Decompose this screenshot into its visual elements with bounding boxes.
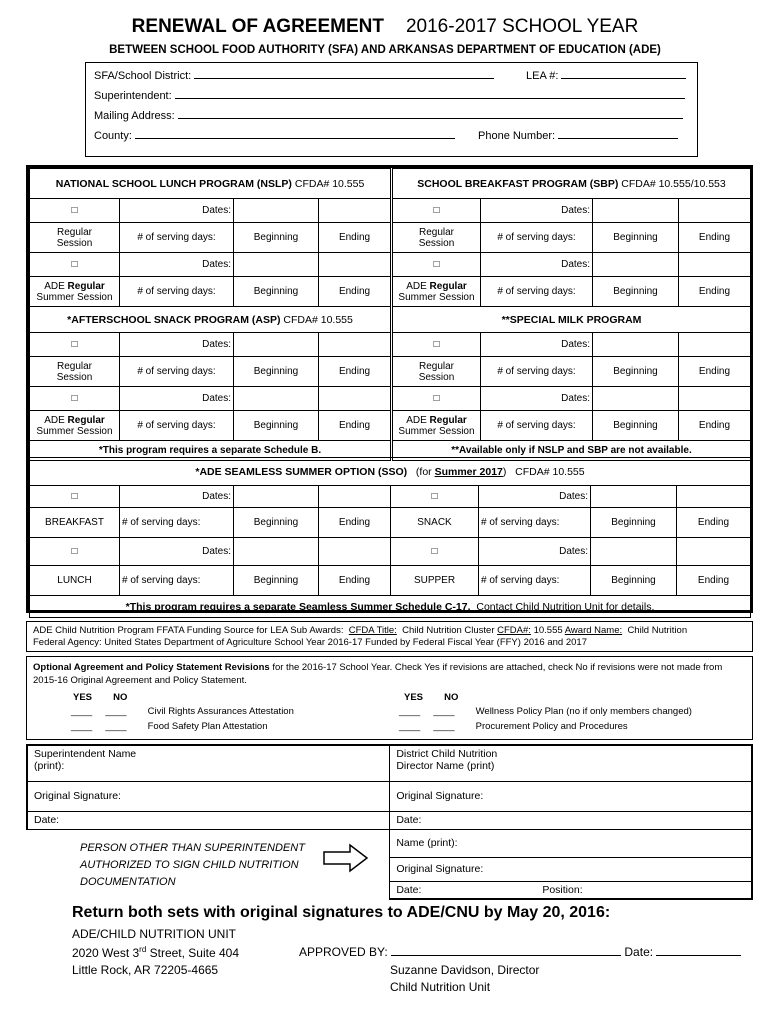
wellness-label: Wellness Policy Plan (no if only members changed) <box>475 706 692 717</box>
asp-regular-dates-end[interactable] <box>319 333 391 357</box>
food-safety-yes[interactable]: ____ <box>71 721 93 732</box>
nslp-summer-dates-label: Dates: <box>120 253 234 277</box>
title-main: RENEWAL OF AGREEMENT <box>131 16 384 37</box>
other-signature-field[interactable]: Original Signature: <box>390 857 752 881</box>
smp-regular-dates-end[interactable] <box>679 333 751 357</box>
asp-note: *This program requires a separate Schedule B. <box>30 441 391 461</box>
nslp-summer-checkbox[interactable]: □ <box>30 253 120 277</box>
sbp-summer-dates-end[interactable] <box>679 253 751 277</box>
smp-regular-days[interactable]: # of serving days: <box>481 357 593 387</box>
lea-field[interactable] <box>561 69 686 79</box>
sso-supper-checkbox[interactable]: □ <box>391 538 479 566</box>
sso-supper-dates-label: Dates: <box>479 538 591 566</box>
sso-breakfast-checkbox[interactable]: □ <box>30 486 120 508</box>
sbp-summer-label: ADE Regular Summer Session <box>393 277 481 307</box>
sbp-summer-ending[interactable]: Ending <box>679 277 751 307</box>
sso-lunch-dates-end[interactable] <box>319 538 391 566</box>
sso-snack-dates-end[interactable] <box>677 486 751 508</box>
sso-snack-beginning[interactable]: Beginning <box>591 508 677 538</box>
nslp-summer-dates-end[interactable] <box>319 253 391 277</box>
county-field[interactable] <box>135 129 455 139</box>
programs-box <box>26 165 753 613</box>
smp-summer-dates-label: Dates: <box>481 387 593 411</box>
sso-table <box>29 457 751 618</box>
sso-lunch-dates-start[interactable] <box>234 538 319 566</box>
mailing-label: Mailing Address: <box>94 110 175 122</box>
sbp-header: SCHOOL BREAKFAST PROGRAM (SBP) CFDA# 10.555/10.553 <box>393 169 751 199</box>
asp-summer-dates-start[interactable] <box>234 387 319 411</box>
other-name-field[interactable]: Name (print): <box>390 829 752 857</box>
sso-breakfast-label: BREAKFAST <box>30 508 120 538</box>
sso-lunch-ending[interactable]: Ending <box>319 566 391 596</box>
approved-date-label: Date: <box>624 945 654 959</box>
sbp-regular-dates-end[interactable] <box>679 199 751 223</box>
address-line-1: ADE/CHILD NUTRITION UNIT <box>72 927 237 941</box>
nslp-header: NATIONAL SCHOOL LUNCH PROGRAM (NSLP) CFDA# 10.555 <box>30 169 391 199</box>
sso-snack-days[interactable]: # of serving days: <box>479 508 591 538</box>
return-instructions: Return both sets with original signatures to ADE/CNU by May 20, 2016: <box>72 904 611 921</box>
wellness-no[interactable]: ____ <box>433 706 455 717</box>
title-year: 2016-2017 SCHOOL YEAR <box>405 16 639 37</box>
sso-supper-beginning[interactable]: Beginning <box>591 566 677 596</box>
sso-supper-ending[interactable]: Ending <box>677 566 751 596</box>
asp-summer-days[interactable]: # of serving days: <box>120 411 234 441</box>
sso-lunch-checkbox[interactable]: □ <box>30 538 120 566</box>
asp-regular-dates-label: Dates: <box>120 333 234 357</box>
nslp-regular-dates-label: Dates: <box>120 199 234 223</box>
supt-name-field[interactable]: Superintendent Name (print): <box>27 745 390 781</box>
nslp-asp-table <box>29 168 391 461</box>
nslp-regular-dates-start[interactable] <box>234 199 319 223</box>
sso-snack-dates-label: Dates: <box>479 486 591 508</box>
director-date-field[interactable]: Date: <box>390 811 752 829</box>
smp-regular-checkbox[interactable]: □ <box>393 333 481 357</box>
nslp-regular-days[interactable]: # of serving days: <box>120 223 234 253</box>
director-name: Suzanne Davidson, Director <box>390 963 540 977</box>
person-other-label: PERSON OTHER THAN SUPERINTENDENT AUTHORIZED TO SIGN CHILD NUTRITION DOCUMENTATION <box>80 842 305 888</box>
sbp-summer-dates-start[interactable] <box>593 253 679 277</box>
civil-rights-no[interactable]: ____ <box>105 706 127 717</box>
asp-regular-label: Regular Session <box>30 357 120 387</box>
wellness-row <box>399 705 692 718</box>
phone-label: Phone Number: <box>478 130 556 142</box>
asp-summer-checkbox[interactable]: □ <box>30 387 120 411</box>
sfa-info-box <box>85 62 698 157</box>
supt-signature-field[interactable]: Original Signature: <box>27 781 390 811</box>
phone-field[interactable] <box>558 129 678 139</box>
sso-supper-label: SUPPER <box>391 566 479 596</box>
superintendent-label: Superintendent: <box>94 90 172 102</box>
page-title <box>0 16 770 38</box>
sso-breakfast-days[interactable]: # of serving days: <box>120 508 234 538</box>
civil-rights-yes[interactable]: ____ <box>71 706 93 717</box>
nslp-regular-checkbox[interactable]: □ <box>30 199 120 223</box>
procurement-row <box>399 720 628 733</box>
ffata-line-2: Federal Agency: United States Department of Agriculture School Year 2016-17 Funded by Federal Fiscal Year (FFY) 2016 and 2017 <box>33 637 587 648</box>
ffata-line-1: ADE Child Nutrition Program FFATA Funding Source for LEA Sub Awards: CFDA Title: Child Nutrition Cluster CFDA#: 10.555 Award Name: Child Nutrition <box>33 625 688 636</box>
sso-lunch-label: LUNCH <box>30 566 120 596</box>
smp-summer-dates-start[interactable] <box>593 387 679 411</box>
district-label: SFA/School District: <box>94 70 192 82</box>
mailing-field[interactable] <box>178 109 683 119</box>
food-safety-row <box>71 720 268 733</box>
smp-summer-ending[interactable]: Ending <box>679 411 751 441</box>
sso-breakfast-dates-end[interactable] <box>319 486 391 508</box>
sbp-regular-beginning[interactable]: Beginning <box>593 223 679 253</box>
lea-label: LEA #: <box>526 70 559 82</box>
asp-summer-ending[interactable]: Ending <box>319 411 391 441</box>
approved-by-signature[interactable] <box>391 946 621 956</box>
procurement-label: Procurement Policy and Procedures <box>475 721 628 732</box>
smp-summer-checkbox[interactable]: □ <box>393 387 481 411</box>
asp-regular-dates-start[interactable] <box>234 333 319 357</box>
superintendent-field[interactable] <box>175 89 685 99</box>
sbp-summer-days[interactable]: # of serving days: <box>481 277 593 307</box>
sso-header: *ADE SEAMLESS SUMMER OPTION (SSO) (for Summer 2017) CFDA# 10.555 <box>30 458 751 486</box>
sso-breakfast-ending[interactable]: Ending <box>319 508 391 538</box>
asp-regular-days[interactable]: # of serving days: <box>120 357 234 387</box>
right-arrow-icon <box>322 842 370 879</box>
nslp-regular-dates-end[interactable] <box>319 199 391 223</box>
smp-summer-label: ADE Regular Summer Session <box>393 411 481 441</box>
sso-breakfast-beginning[interactable]: Beginning <box>234 508 319 538</box>
sbp-regular-label: Regular Session <box>393 223 481 253</box>
wellness-yes[interactable]: ____ <box>399 706 421 717</box>
sso-snack-label: SNACK <box>391 508 479 538</box>
sbp-summer-checkbox[interactable]: □ <box>393 253 481 277</box>
sso-lunch-dates-label: Dates: <box>120 538 234 566</box>
nslp-regular-beginning[interactable]: Beginning <box>234 223 319 253</box>
nslp-summer-beginning[interactable]: Beginning <box>234 277 319 307</box>
approved-by-label: APPROVED BY: <box>299 945 388 959</box>
approved-date-field[interactable] <box>656 946 741 956</box>
asp-regular-ending[interactable]: Ending <box>319 357 391 387</box>
nslp-summer-dates-start[interactable] <box>234 253 319 277</box>
optional-text: Optional Agreement and Policy Statement Revisions for the 2016-17 School Year. Check Yes if revisions are attached, check No if revisions were not made from 2015-16 Original Agreement and Policy Statement. <box>33 662 723 686</box>
asp-regular-checkbox[interactable]: □ <box>30 333 120 357</box>
director-signature-field[interactable]: Original Signature: <box>390 781 752 811</box>
sso-breakfast-dates-label: Dates: <box>120 486 234 508</box>
asp-regular-beginning[interactable]: Beginning <box>234 357 319 387</box>
sso-supper-days[interactable]: # of serving days: <box>479 566 591 596</box>
sbp-summer-dates-label: Dates: <box>481 253 593 277</box>
sso-lunch-beginning[interactable]: Beginning <box>234 566 319 596</box>
nslp-summer-days[interactable]: # of serving days: <box>120 277 234 307</box>
address-line-3: Little Rock, AR 72205-4665 <box>72 963 219 977</box>
sbp-regular-ending[interactable]: Ending <box>679 223 751 253</box>
sbp-regular-dates-label: Dates: <box>481 199 593 223</box>
supt-date-field[interactable]: Date: <box>27 811 390 829</box>
smp-regular-dates-start[interactable] <box>593 333 679 357</box>
sbp-regular-dates-start[interactable] <box>593 199 679 223</box>
smp-regular-ending[interactable]: Ending <box>679 357 751 387</box>
sso-note: *This program requires a separate Seamless Summer Schedule C-17. Contact Child Nutrition Unit for details. <box>30 596 751 618</box>
nslp-summer-ending[interactable]: Ending <box>319 277 391 307</box>
sso-snack-dates-start[interactable] <box>591 486 677 508</box>
page-subtitle: BETWEEN SCHOOL FOOD AUTHORITY (SFA) AND ARKANSAS DEPARTMENT OF EDUCATION (ADE) <box>109 44 661 56</box>
smp-summer-dates-end[interactable] <box>679 387 751 411</box>
civil-rights-row <box>71 705 294 718</box>
procurement-yes[interactable]: ____ <box>399 721 421 732</box>
sso-supper-dates-start[interactable] <box>591 538 677 566</box>
sso-snack-ending[interactable]: Ending <box>677 508 751 538</box>
smp-note: **Available only if NSLP and SBP are not available. <box>393 441 751 461</box>
director-name-field[interactable]: District Child Nutrition Director Name (print) <box>390 745 752 781</box>
district-field[interactable] <box>194 69 494 79</box>
sbp-smp-table <box>392 168 751 461</box>
other-date-position-field[interactable]: Date: Position: <box>390 881 752 899</box>
asp-summer-beginning[interactable]: Beginning <box>234 411 319 441</box>
ffata-funding-box <box>26 621 753 652</box>
smp-regular-label: Regular Session <box>393 357 481 387</box>
county-label: County: <box>94 130 132 142</box>
asp-summer-dates-end[interactable] <box>319 387 391 411</box>
approved-by-row <box>299 945 741 959</box>
asp-summer-dates-label: Dates: <box>120 387 234 411</box>
sbp-summer-beginning[interactable]: Beginning <box>593 277 679 307</box>
smp-header: **SPECIAL MILK PROGRAM <box>393 307 751 333</box>
sbp-regular-days[interactable]: # of serving days: <box>481 223 593 253</box>
asp-summer-label: ADE Regular Summer Session <box>30 411 120 441</box>
food-safety-label: Food Safety Plan Attestation <box>147 721 268 732</box>
yes-no-header-left: YES NO <box>73 692 128 703</box>
smp-summer-days[interactable]: # of serving days: <box>481 411 593 441</box>
nslp-summer-label: ADE Regular Summer Session <box>30 277 120 307</box>
procurement-no[interactable]: ____ <box>433 721 455 732</box>
yes-no-header-right: YES NO <box>404 692 459 703</box>
address-line-2: 2020 West 3rd Street, Suite 404 <box>72 945 240 960</box>
civil-rights-label: Civil Rights Assurances Attestation <box>147 706 294 717</box>
sbp-regular-checkbox[interactable]: □ <box>393 199 481 223</box>
optional-revisions-box <box>26 656 753 740</box>
nslp-regular-ending[interactable]: Ending <box>319 223 391 253</box>
smp-regular-dates-label: Dates: <box>481 333 593 357</box>
smp-summer-beginning[interactable]: Beginning <box>593 411 679 441</box>
sso-breakfast-dates-start[interactable] <box>234 486 319 508</box>
sso-supper-dates-end[interactable] <box>677 538 751 566</box>
sso-snack-checkbox[interactable]: □ <box>391 486 479 508</box>
food-safety-no[interactable]: ____ <box>105 721 127 732</box>
sso-lunch-days[interactable]: # of serving days: <box>120 566 234 596</box>
smp-regular-beginning[interactable]: Beginning <box>593 357 679 387</box>
asp-header: *AFTERSCHOOL SNACK PROGRAM (ASP) CFDA# 10.555 <box>30 307 391 333</box>
nslp-regular-label: Regular Session <box>30 223 120 253</box>
director-unit: Child Nutrition Unit <box>390 980 491 994</box>
